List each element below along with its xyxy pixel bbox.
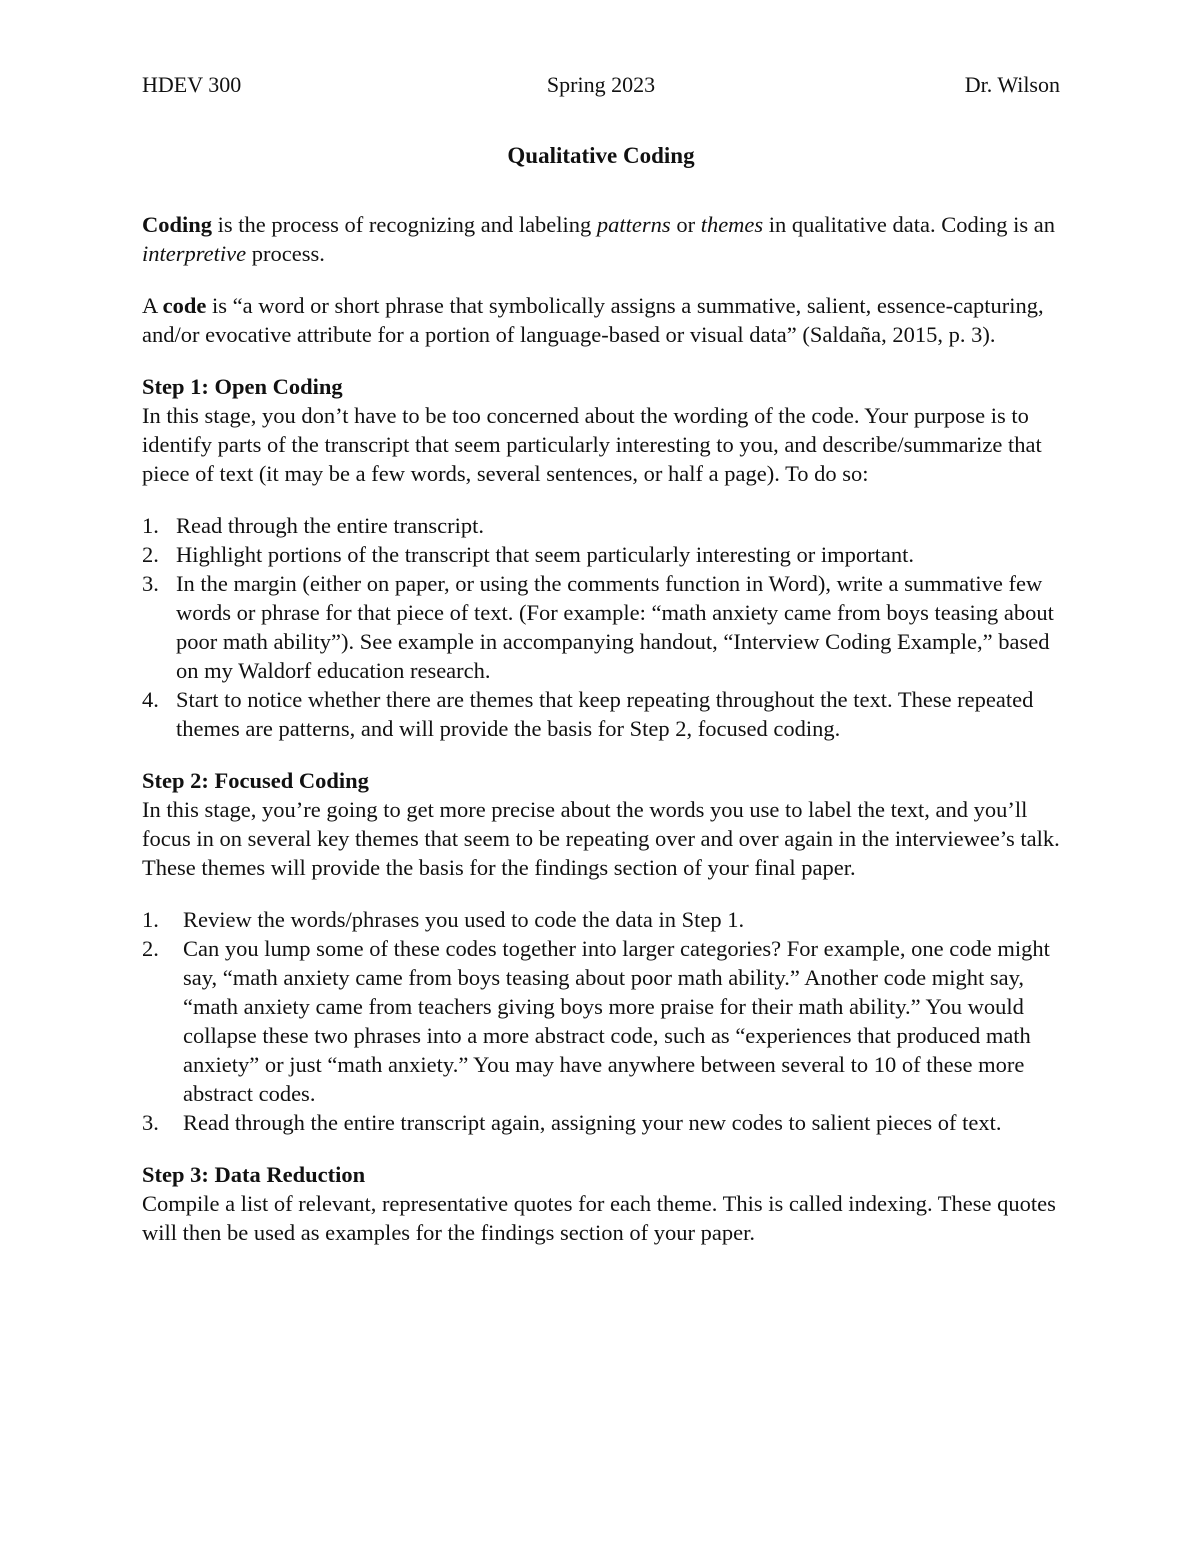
list-item-number: 1. — [142, 513, 159, 538]
step-1-heading: Step 1: Open Coding — [142, 374, 343, 399]
interpretive-term: interpretive — [142, 241, 247, 266]
page-title: Qualitative Coding — [507, 143, 695, 168]
list-item-number: 3. — [142, 1110, 159, 1135]
step-3-heading: Step 3: Data Reduction — [142, 1162, 366, 1187]
themes-term: themes — [700, 212, 764, 237]
intro-text-3: process. — [246, 241, 325, 266]
intro-text-2: in qualitative data. Coding is an — [763, 212, 1055, 237]
code-def-text: is “a word or short phrase that symbolically assigns a summative, salient, essence-capturing, and/or evocative attribute for a portion of language-based or visual data” (Saldaña, 2015, p. 3). — [142, 293, 1044, 347]
term: Spring 2023 — [546, 72, 656, 97]
step-1-paragraph: In this stage, you don’t have to be too concerned about the wording of the code. Your purpose is to identify parts of the transcript that seem particularly interesting to you, and describe/summarize that piece of text (it may be a few words, several sentences, or half a page). To do so: — [142, 403, 1042, 486]
list-item-text: Can you lump some of these codes together into larger categories? For example, one code might say, “math anxiety came from boys teasing about poor math ability.” Another code might say, “math anxiety came from teachers giving boys more praise for their math ability.” You would collapse these two phrases into a more abstract code, such as “experiences that produced math anxiety” or just “math anxiety.” You may have anywhere between several to 10 of these more abstract codes. — [183, 936, 1050, 1106]
step-3-paragraph: Compile a list of relevant, representative quotes for each theme. This is called indexing. These quotes will then be used as examples for the findings section of your paper. — [142, 1191, 1056, 1245]
list-item-text: Review the words/phrases you used to code the data in Step 1. — [183, 907, 745, 932]
code-def-prefix: A — [142, 293, 163, 318]
intro-or: or — [670, 212, 701, 237]
list-item-text: Highlight portions of the transcript that seem particularly interesting or important. — [176, 542, 914, 567]
step-1-section — [142, 372, 1060, 743]
list-item-text: Read through the entire transcript again, assigning your new codes to salient pieces of text. — [183, 1110, 1002, 1135]
step-1-list — [142, 511, 1060, 743]
intro-paragraph — [142, 210, 1060, 268]
list-item — [142, 905, 1060, 934]
intro-text-1: is the process of recognizing and labeling — [212, 212, 597, 237]
list-item-number: 1. — [142, 907, 159, 932]
list-item-text: Start to notice whether there are themes that keep repeating throughout the text. These repeated themes are patterns, and will provide the basis for Step 2, focused coding. — [176, 687, 1034, 741]
list-item — [142, 1108, 1060, 1137]
code-term: code — [162, 293, 207, 318]
list-item — [142, 511, 1060, 540]
list-item-text: In the margin (either on paper, or using the comments function in Word), write a summative few words or phrase for that piece of text. (For example: “math anxiety came from boys teasing about poor math ability”). See example in accompanying handout, “Interview Coding Example,” based on my Waldorf education research. — [176, 571, 1054, 683]
list-item — [142, 540, 1060, 569]
list-item-number: 2. — [142, 936, 159, 961]
step-2-list — [142, 905, 1060, 1137]
list-item — [142, 934, 1060, 1108]
step-2-section — [142, 766, 1060, 1137]
list-item-number: 4. — [142, 687, 159, 712]
step-2-heading: Step 2: Focused Coding — [142, 768, 369, 793]
step-3-section — [142, 1160, 1060, 1247]
list-item-number: 3. — [142, 571, 159, 596]
course-code: HDEV 300 — [142, 72, 242, 97]
document-page — [142, 70, 1060, 1247]
code-definition-paragraph — [142, 291, 1060, 349]
patterns-term: patterns — [596, 212, 671, 237]
instructor-name: Dr. Wilson — [964, 72, 1060, 97]
coding-term: Coding — [142, 212, 213, 237]
list-item — [142, 569, 1060, 685]
page-header — [142, 70, 1060, 100]
list-item — [142, 685, 1060, 743]
list-item-number: 2. — [142, 542, 159, 567]
list-item-text: Read through the entire transcript. — [176, 513, 485, 538]
step-2-paragraph: In this stage, you’re going to get more precise about the words you use to label the text, and you’ll focus in on several key themes that seem to be repeating over and over again in the interviewee’s talk. These themes will provide the basis for the findings section of your final paper. — [142, 797, 1060, 880]
